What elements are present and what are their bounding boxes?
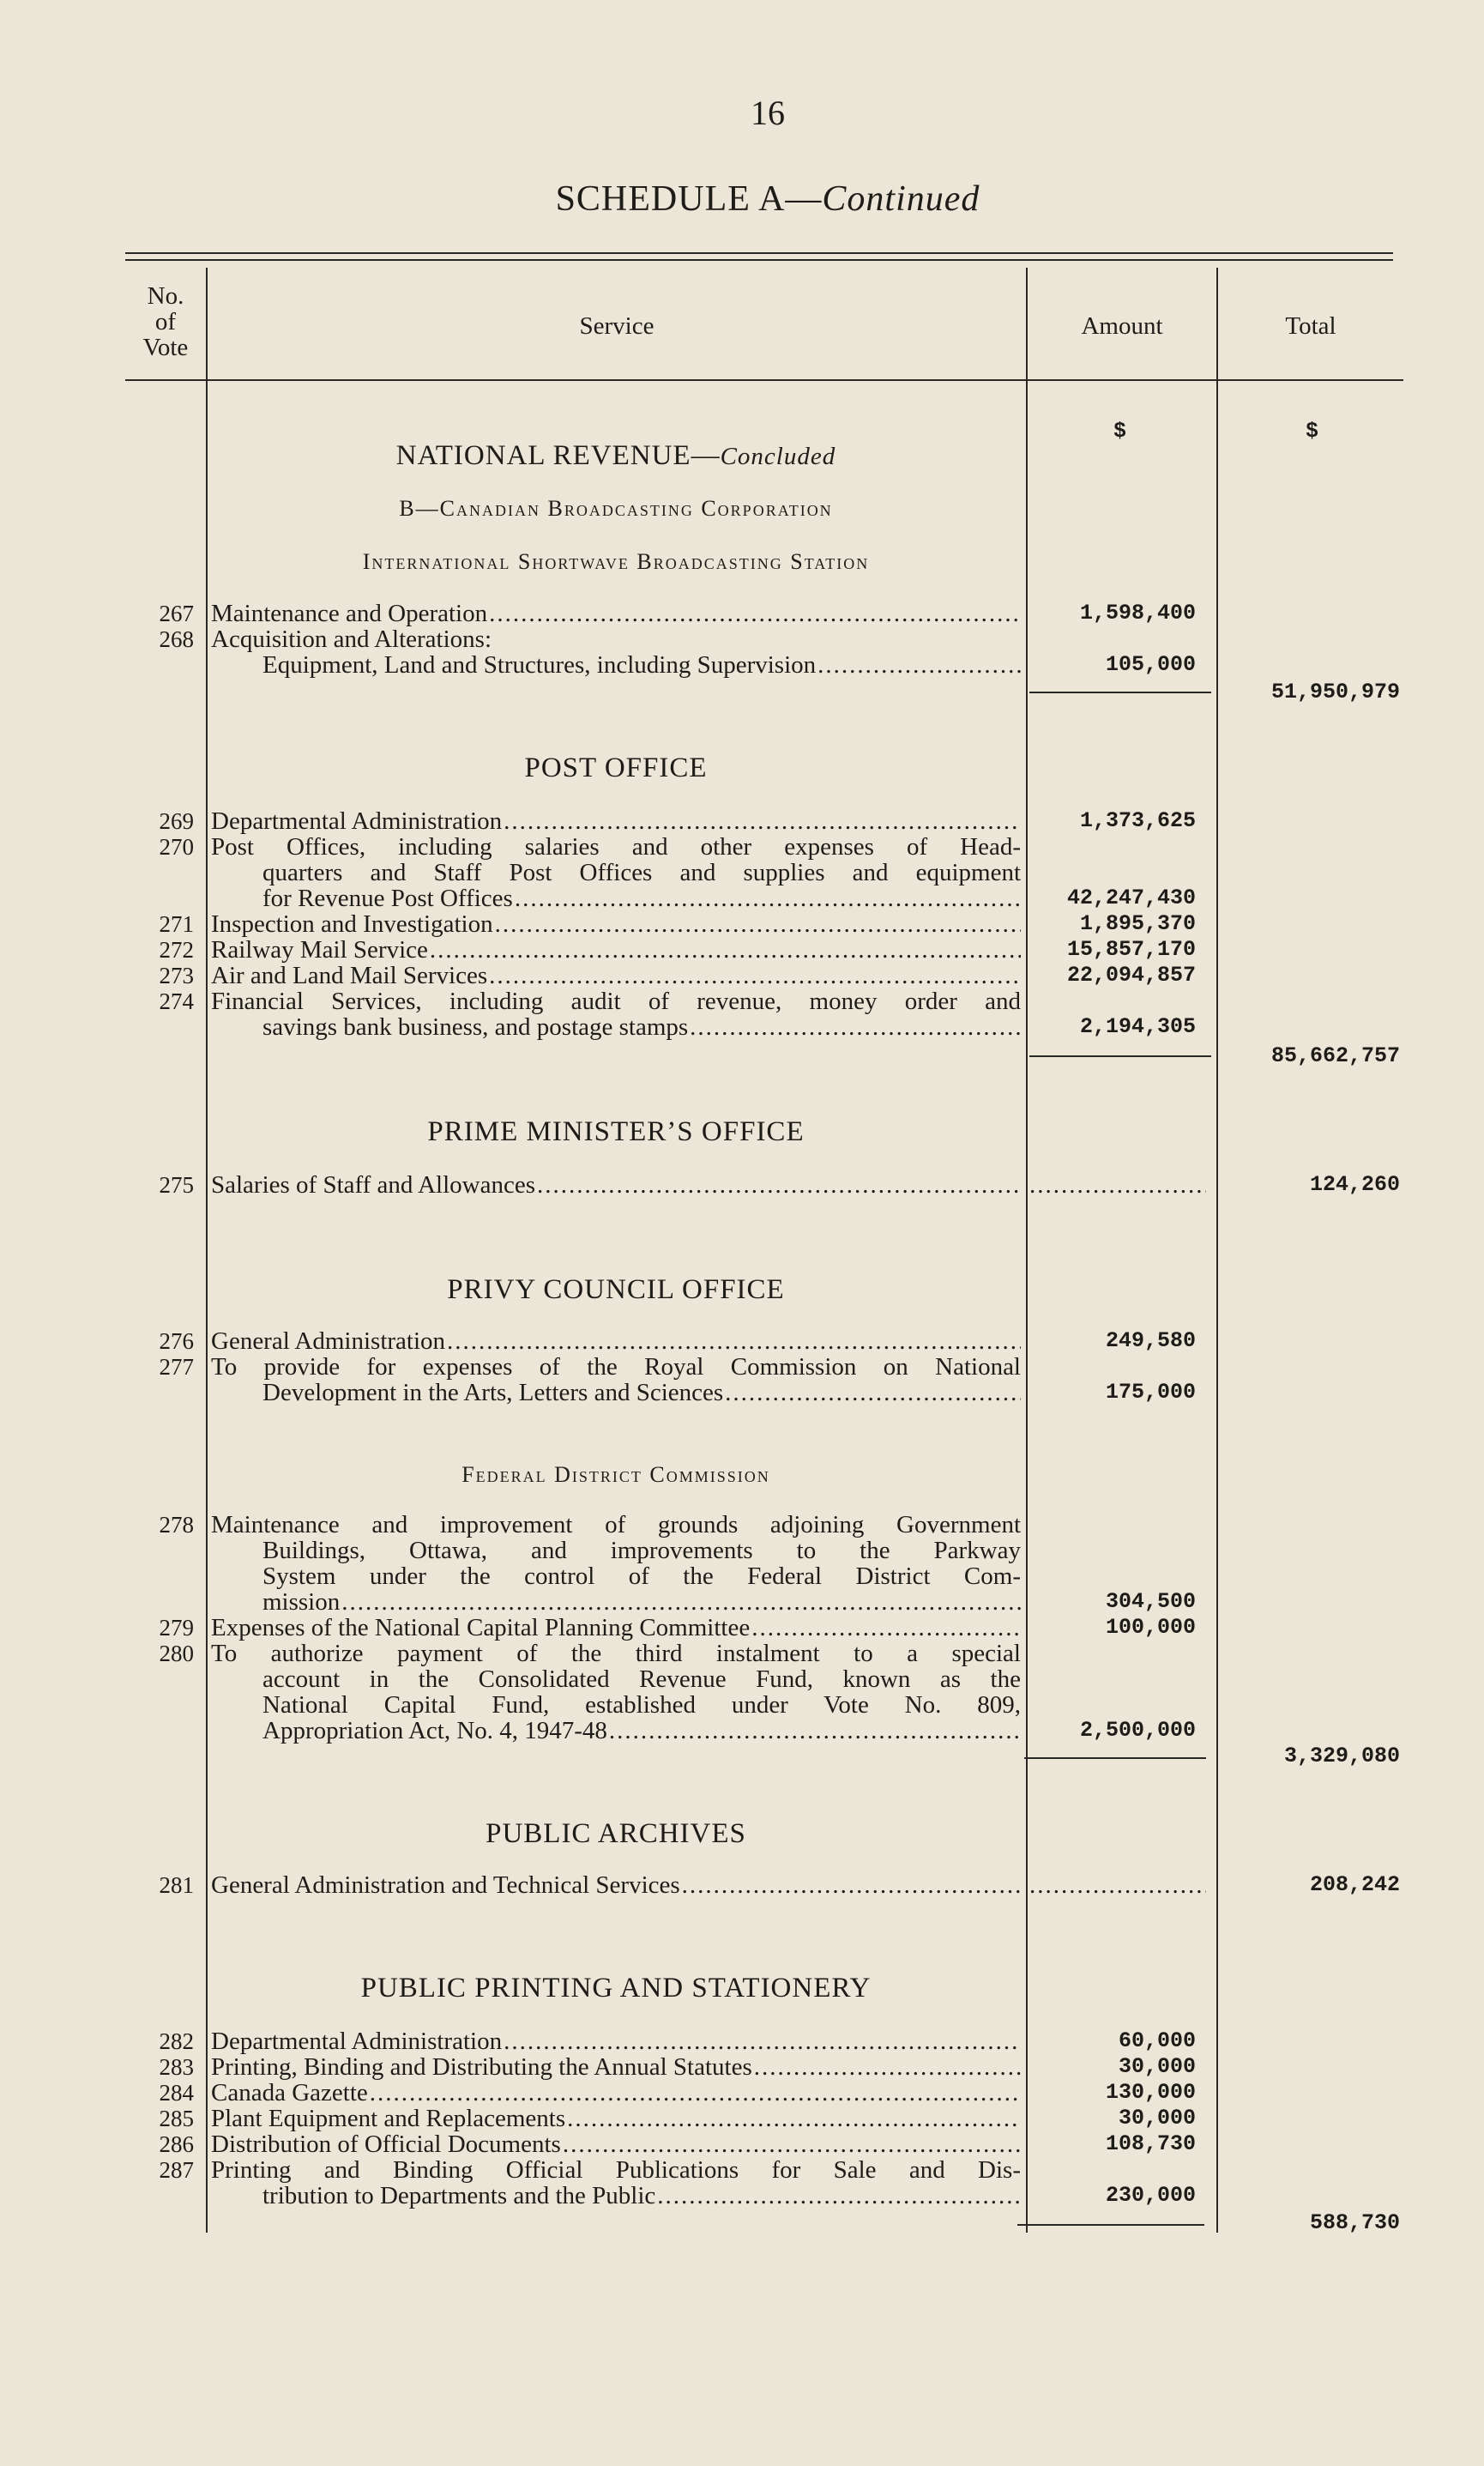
amount-value: 105,000 [1105, 652, 1196, 677]
amount-value: 1,373,625 [1079, 808, 1196, 833]
section-heading-privy-council: PRIVY COUNCIL OFFICE [447, 1274, 785, 1305]
vote-column-rule [206, 268, 208, 2233]
header-rule [125, 379, 1403, 381]
vote-number: 280 [159, 1641, 194, 1666]
service-description: Printing, Binding and Distributing the Annual Statutes ..... [211, 2054, 1021, 2080]
vote-number: 272 [159, 937, 194, 963]
vote-number: 277 [159, 1354, 194, 1380]
section-total: 208,242 [1309, 1872, 1400, 1897]
vote-header-line3: Vote [142, 334, 189, 361]
service-description: Departmental Administration ..... [211, 2028, 1021, 2054]
vote-number: 271 [159, 911, 194, 937]
section-total: 51,950,979 [1270, 680, 1400, 704]
amount-value: 108,730 [1105, 2131, 1196, 2156]
service-description: Inspection and Investigation ..... [211, 911, 1021, 937]
amount-value: 60,000 [1118, 2028, 1196, 2053]
service-description: Plant Equipment and Replacements ..... [211, 2106, 1021, 2131]
service-description: Maintenance and improvement of grounds adjoining Government [211, 1511, 1021, 1538]
vote-number: 279 [159, 1615, 194, 1641]
subtotal-rule [1029, 692, 1211, 693]
section-heading-national-revenue: NATIONAL REVENUE—Concluded [395, 440, 836, 471]
vote-number: 273 [159, 963, 194, 988]
service-description: Canada Gazette ..... [211, 2080, 1021, 2106]
service-description: Salaries of Staff and Allowances ..... [211, 1172, 1021, 1198]
amount-value: 100,000 [1105, 1615, 1196, 1640]
amount-value: 2,194,305 [1079, 1014, 1196, 1039]
subtotal-rule [1024, 1757, 1206, 1759]
vote-number: 275 [159, 1172, 194, 1198]
service-description: savings bank business, and postage stamps ..... [262, 1014, 1021, 1040]
column-header-vote [125, 283, 206, 360]
amount-leader-dots [1029, 1172, 1206, 1198]
service-description: quarters and Staff Post Offices and supplies and equipment [262, 859, 1021, 886]
service-description: Appropriation Act, No. 4, 1947-48 ..... [262, 1718, 1021, 1744]
service-description: To authorize payment of the third instalment to a special [211, 1640, 1021, 1667]
service-description: System under the control of the Federal District Com- [262, 1562, 1021, 1590]
amount-value: 1,598,400 [1079, 601, 1196, 626]
amount-value: 2,500,000 [1079, 1718, 1196, 1743]
vote-number: 283 [159, 2054, 194, 2080]
total-currency: $ [1306, 419, 1319, 444]
service-description: To provide for expenses of the Royal Commission on National [211, 1353, 1021, 1381]
service-description: Departmental Administration ..... [211, 808, 1021, 834]
section-heading-italic: Concluded [720, 443, 836, 470]
section-heading-prime-minister: PRIME MINISTER’S OFFICE [427, 1116, 805, 1147]
page-number: 16 [751, 94, 785, 132]
service-description: Expenses of the National Capital Planning Committee ..... [211, 1615, 1021, 1641]
vote-number: 286 [159, 2131, 194, 2157]
vote-number: 268 [159, 626, 194, 652]
schedule-title [0, 178, 1484, 220]
amount-value: 230,000 [1105, 2183, 1196, 2208]
amount-value: 22,094,857 [1066, 963, 1196, 988]
service-description: Air and Land Mail Services ..... [211, 963, 1021, 988]
amount-column-rule [1216, 268, 1218, 2233]
section-total: 3,329,080 [1283, 1744, 1400, 1768]
vote-number: 287 [159, 2157, 194, 2183]
service-column-rule [1026, 268, 1028, 2233]
vote-number: 278 [159, 1512, 194, 1538]
vote-number: 276 [159, 1328, 194, 1354]
vote-number: 282 [159, 2028, 194, 2054]
amount-value: 1,895,370 [1079, 911, 1196, 936]
schedule-title-main: SCHEDULE A— [555, 179, 823, 219]
subheading-shortwave: International Shortwave Broadcasting Station [362, 549, 870, 574]
amount-value: 30,000 [1118, 2054, 1196, 2079]
schedule-title-italic: Continued [822, 179, 980, 219]
service-description: General Administration ..... [211, 1328, 1021, 1354]
service-description: Development in the Arts, Letters and Sciences ..... [262, 1380, 1021, 1405]
section-total: 85,662,757 [1270, 1043, 1400, 1068]
section-total: 124,260 [1309, 1172, 1400, 1197]
service-description: Maintenance and Operation ..... [211, 601, 1021, 626]
subheading-federal-district-commission: Federal District Commission [461, 1462, 770, 1487]
service-description: National Capital Fund, established under Vote No. 809, [262, 1691, 1021, 1719]
top-rule-2 [125, 259, 1393, 261]
vote-number: 269 [159, 808, 194, 834]
vote-header-line1: No. [147, 282, 184, 310]
service-description: Equipment, Land and Structures, including Supervision ..... [262, 652, 1021, 678]
amount-value: 249,580 [1105, 1328, 1196, 1353]
amount-value: 175,000 [1105, 1380, 1196, 1405]
section-heading-post-office: POST OFFICE [524, 752, 708, 783]
service-description: Financial Services, including audit of revenue, money order and [211, 988, 1021, 1015]
vote-number: 284 [159, 2080, 194, 2106]
subtotal-rule [1017, 2224, 1204, 2226]
amount-value: 304,500 [1105, 1589, 1196, 1614]
column-header-total: Total [1285, 312, 1336, 340]
service-description: for Revenue Post Offices ..... [262, 885, 1021, 911]
section-heading-public-archives: PUBLIC ARCHIVES [486, 1818, 746, 1849]
amount-leader-dots [1029, 1872, 1206, 1898]
service-description: Distribution of Official Documents ..... [211, 2131, 1021, 2157]
service-description: Printing and Binding Official Publications for Sale and Dis- [211, 2156, 1021, 2184]
service-description: Buildings, Ottawa, and improvements to the Parkway [262, 1537, 1021, 1564]
amount-value: 42,247,430 [1066, 885, 1196, 910]
top-rule-1 [125, 252, 1393, 254]
service-description: Post Offices, including salaries and other expenses of Head- [211, 833, 1021, 861]
amount-value: 130,000 [1105, 2080, 1196, 2105]
service-description: Railway Mail Service ..... [211, 937, 1021, 963]
amount-currency: $ [1113, 419, 1127, 444]
vote-header-line2: of [154, 308, 177, 335]
section-total: 588,730 [1309, 2210, 1400, 2235]
vote-number: 285 [159, 2106, 194, 2131]
subtotal-rule [1029, 1055, 1211, 1057]
service-description: mission ..... [262, 1589, 1021, 1615]
service-description: tribution to Departments and the Public ..... [262, 2183, 1021, 2209]
vote-number: 267 [159, 601, 194, 626]
service-description: General Administration and Technical Services ..... [211, 1872, 1021, 1898]
column-header-service: Service [579, 312, 655, 340]
amount-value: 30,000 [1118, 2106, 1196, 2131]
column-header-amount: Amount [1081, 312, 1163, 340]
service-description: Acquisition and Alterations: [211, 626, 492, 653]
section-heading-public-printing: PUBLIC PRINTING AND STATIONERY [360, 1973, 872, 2004]
vote-number: 270 [159, 834, 194, 860]
vote-number: 274 [159, 988, 194, 1014]
amount-value: 15,857,170 [1066, 937, 1196, 962]
subheading-cbc: B—Canadian Broadcasting Corporation [399, 496, 833, 521]
vote-number: 281 [159, 1872, 194, 1898]
service-description: account in the Consolidated Revenue Fund, known as the [262, 1665, 1021, 1693]
